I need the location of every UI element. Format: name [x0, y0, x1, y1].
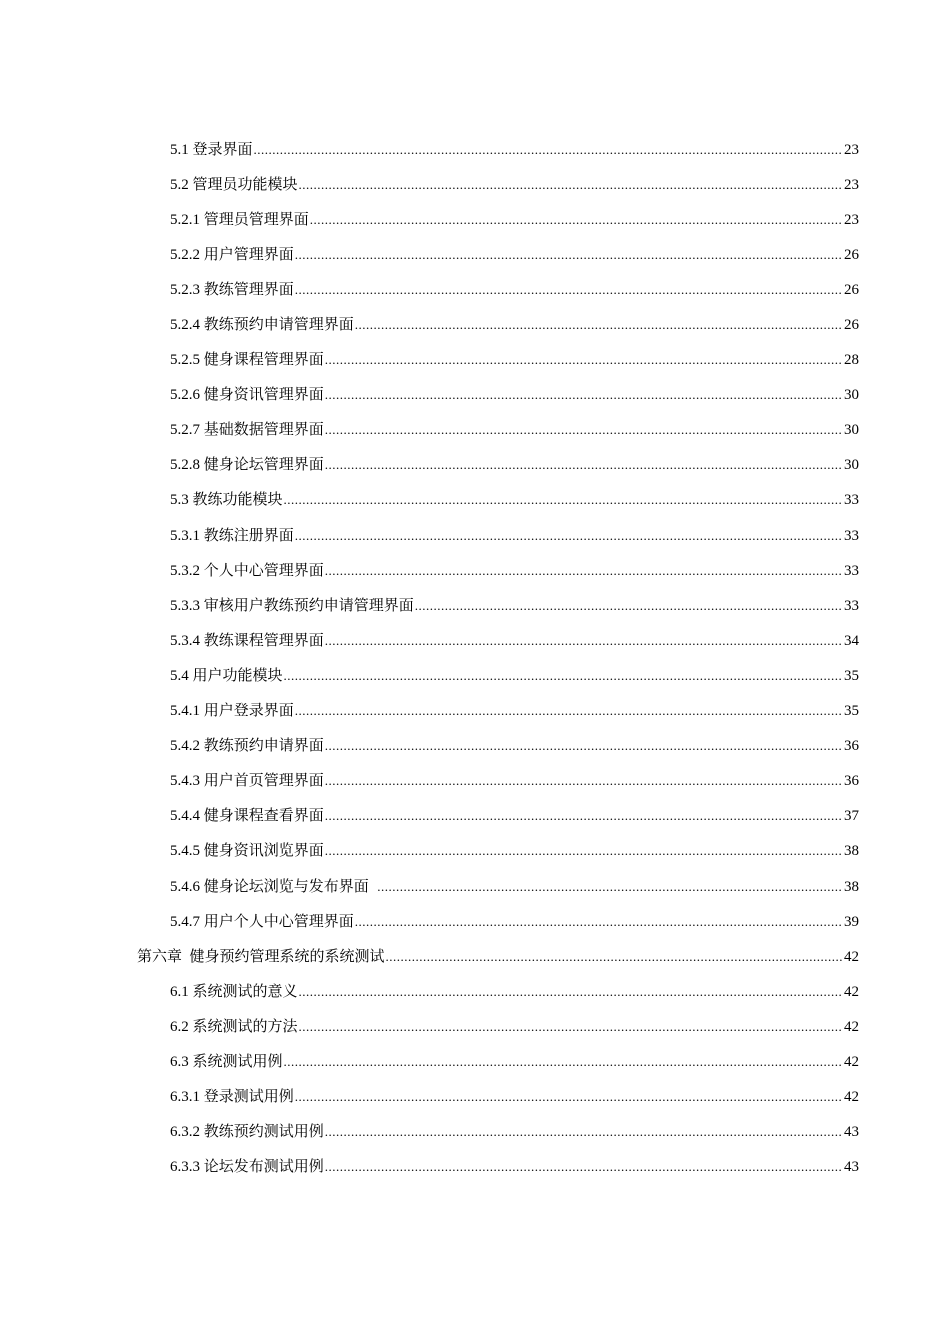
- toc-dot-leader: [299, 176, 843, 194]
- toc-entry-title: 5.4.5 健身资讯浏览界面: [170, 843, 324, 860]
- toc-entry[interactable]: [0, 132, 950, 167]
- toc-entry-title: 5.2.7 基础数据管理界面: [170, 422, 324, 439]
- toc-entry[interactable]: [0, 272, 950, 307]
- toc-entry-page: 26: [844, 281, 859, 298]
- toc-entry[interactable]: [0, 1009, 950, 1044]
- toc-entry-page: 42: [844, 983, 859, 1000]
- toc-entry-title: 6.3 系统测试用例: [170, 1053, 283, 1070]
- toc-entry-title: 5.4.1 用户登录界面: [170, 703, 294, 720]
- toc-dot-leader: [325, 351, 843, 369]
- toc-entry-title: 5.1 登录界面: [170, 141, 253, 158]
- toc-entry-page: 36: [844, 738, 859, 755]
- toc-entry-page: 33: [844, 492, 859, 509]
- toc-dot-leader: [415, 597, 843, 615]
- toc-entry[interactable]: [0, 694, 950, 729]
- toc-entry[interactable]: [0, 167, 950, 202]
- toc-entry[interactable]: [0, 869, 950, 904]
- toc-entry[interactable]: [0, 764, 950, 799]
- toc-dot-leader: [295, 1088, 843, 1106]
- toc-entry-page: 38: [844, 843, 859, 860]
- toc-entry-title: 5.4.2 教练预约申请界面: [170, 738, 324, 755]
- toc-entry-page: 42: [844, 1053, 859, 1070]
- toc-dot-leader: [254, 141, 843, 159]
- toc-entry[interactable]: [0, 974, 950, 1009]
- toc-entry-page: 39: [844, 913, 859, 930]
- toc-entry-page: 30: [844, 457, 859, 474]
- toc-dot-leader: [325, 456, 843, 474]
- toc-dot-leader: [325, 737, 843, 755]
- toc-dot-leader: [325, 1123, 843, 1141]
- toc-entry[interactable]: [0, 237, 950, 272]
- toc-entry-page: 42: [844, 948, 859, 965]
- toc-entry-page: 30: [844, 387, 859, 404]
- toc-entry-page: 43: [844, 1159, 859, 1176]
- toc-entry-page: 34: [844, 632, 859, 649]
- toc-dot-leader: [355, 316, 843, 334]
- toc-entry-page: 33: [844, 562, 859, 579]
- toc-entry-title: 5.3.3 审核用户教练预约申请管理界面: [170, 597, 414, 614]
- toc-entry-title: 5.3 教练功能模块: [170, 492, 283, 509]
- toc-entry[interactable]: [0, 623, 950, 658]
- toc-entry-page: 42: [844, 1018, 859, 1035]
- toc-entry-title: 5.2.6 健身资讯管理界面: [170, 387, 324, 404]
- toc-dot-leader: [310, 211, 843, 229]
- toc-dot-leader: [355, 913, 843, 931]
- toc-entry-title: 5.4.6 健身论坛浏览与发布界面: [170, 878, 377, 895]
- toc-entry-title: 5.2.4 教练预约申请管理界面: [170, 317, 354, 334]
- toc-dot-leader: [284, 491, 843, 509]
- toc-entry-title: 5.4 用户功能模块: [170, 667, 283, 684]
- toc-entry-page: 23: [844, 141, 859, 158]
- toc-dot-leader: [295, 281, 843, 299]
- toc-entry-title: 第六章 健身预约管理系统的系统测试: [137, 948, 385, 965]
- toc-chapter-entry[interactable]: [0, 939, 950, 974]
- toc-entry-title: 5.2.2 用户管理界面: [170, 246, 294, 263]
- toc-entry-page: 36: [844, 773, 859, 790]
- toc-dot-leader: [325, 842, 843, 860]
- toc-entry[interactable]: [0, 729, 950, 764]
- toc-dot-leader: [284, 667, 843, 685]
- toc-entry-page: 35: [844, 703, 859, 720]
- toc-entry-page: 30: [844, 422, 859, 439]
- toc-dot-leader: [377, 878, 843, 896]
- toc-dot-leader: [299, 1018, 843, 1036]
- toc-entry-page: 37: [844, 808, 859, 825]
- toc-dot-leader: [325, 421, 843, 439]
- toc-entry-title: 5.4.3 用户首页管理界面: [170, 773, 324, 790]
- toc-entry-page: 23: [844, 176, 859, 193]
- toc-entry-page: 33: [844, 597, 859, 614]
- toc-entry[interactable]: [0, 343, 950, 378]
- toc-dot-leader: [295, 246, 843, 264]
- toc-entry[interactable]: [0, 307, 950, 342]
- toc-entry[interactable]: [0, 448, 950, 483]
- toc-entry-title: 6.1 系统测试的意义: [170, 983, 298, 1000]
- toc-entry-page: 28: [844, 352, 859, 369]
- toc-entry[interactable]: [0, 1044, 950, 1079]
- toc-entry-title: 5.4.7 用户个人中心管理界面: [170, 913, 354, 930]
- toc-entry[interactable]: [0, 1080, 950, 1115]
- toc-entry[interactable]: [0, 588, 950, 623]
- toc-entry-title: 6.3.3 论坛发布测试用例: [170, 1159, 324, 1176]
- toc-dot-leader: [284, 1053, 843, 1071]
- toc-entry-title: 5.2.1 管理员管理界面: [170, 211, 309, 228]
- toc-entry[interactable]: [0, 1115, 950, 1150]
- toc-entry-title: 5.3.2 个人中心管理界面: [170, 562, 324, 579]
- toc-entry[interactable]: [0, 904, 950, 939]
- table-of-contents: [0, 132, 950, 1185]
- toc-dot-leader: [325, 386, 843, 404]
- toc-entry-title: 5.4.4 健身课程查看界面: [170, 808, 324, 825]
- toc-dot-leader: [325, 1158, 843, 1176]
- toc-entry-page: 26: [844, 246, 859, 263]
- toc-entry-title: 5.3.4 教练课程管理界面: [170, 632, 324, 649]
- toc-entry-title: 6.3.2 教练预约测试用例: [170, 1124, 324, 1141]
- toc-entry-page: 43: [844, 1124, 859, 1141]
- toc-entry-title: 6.3.1 登录测试用例: [170, 1089, 294, 1106]
- toc-entry-page: 38: [844, 878, 859, 895]
- toc-entry[interactable]: [0, 518, 950, 553]
- toc-entry-page: 33: [844, 527, 859, 544]
- toc-entry[interactable]: [0, 799, 950, 834]
- toc-dot-leader: [325, 562, 843, 580]
- toc-entry-page: 35: [844, 667, 859, 684]
- toc-entry-title: 5.2.3 教练管理界面: [170, 281, 294, 298]
- toc-entry-title: 5.2.8 健身论坛管理界面: [170, 457, 324, 474]
- toc-entry[interactable]: [0, 834, 950, 869]
- toc-entry-title: 5.3.1 教练注册界面: [170, 527, 294, 544]
- toc-entry[interactable]: [0, 553, 950, 588]
- toc-entry[interactable]: [0, 413, 950, 448]
- toc-entry-title: 5.2 管理员功能模块: [170, 176, 298, 193]
- toc-dot-leader: [386, 948, 843, 966]
- toc-entry[interactable]: [0, 1150, 950, 1185]
- toc-dot-leader: [325, 632, 843, 650]
- toc-entry[interactable]: [0, 378, 950, 413]
- toc-dot-leader: [325, 807, 843, 825]
- toc-dot-leader: [325, 772, 843, 790]
- toc-dot-leader: [299, 983, 843, 1001]
- toc-entry-title: 6.2 系统测试的方法: [170, 1018, 298, 1035]
- toc-dot-leader: [295, 527, 843, 545]
- toc-entry[interactable]: [0, 202, 950, 237]
- toc-entry-page: 26: [844, 317, 859, 334]
- toc-entry-page: 42: [844, 1089, 859, 1106]
- toc-entry-page: 23: [844, 211, 859, 228]
- toc-dot-leader: [295, 702, 843, 720]
- toc-entry[interactable]: [0, 658, 950, 693]
- toc-entry-title: 5.2.5 健身课程管理界面: [170, 352, 324, 369]
- toc-entry[interactable]: [0, 483, 950, 518]
